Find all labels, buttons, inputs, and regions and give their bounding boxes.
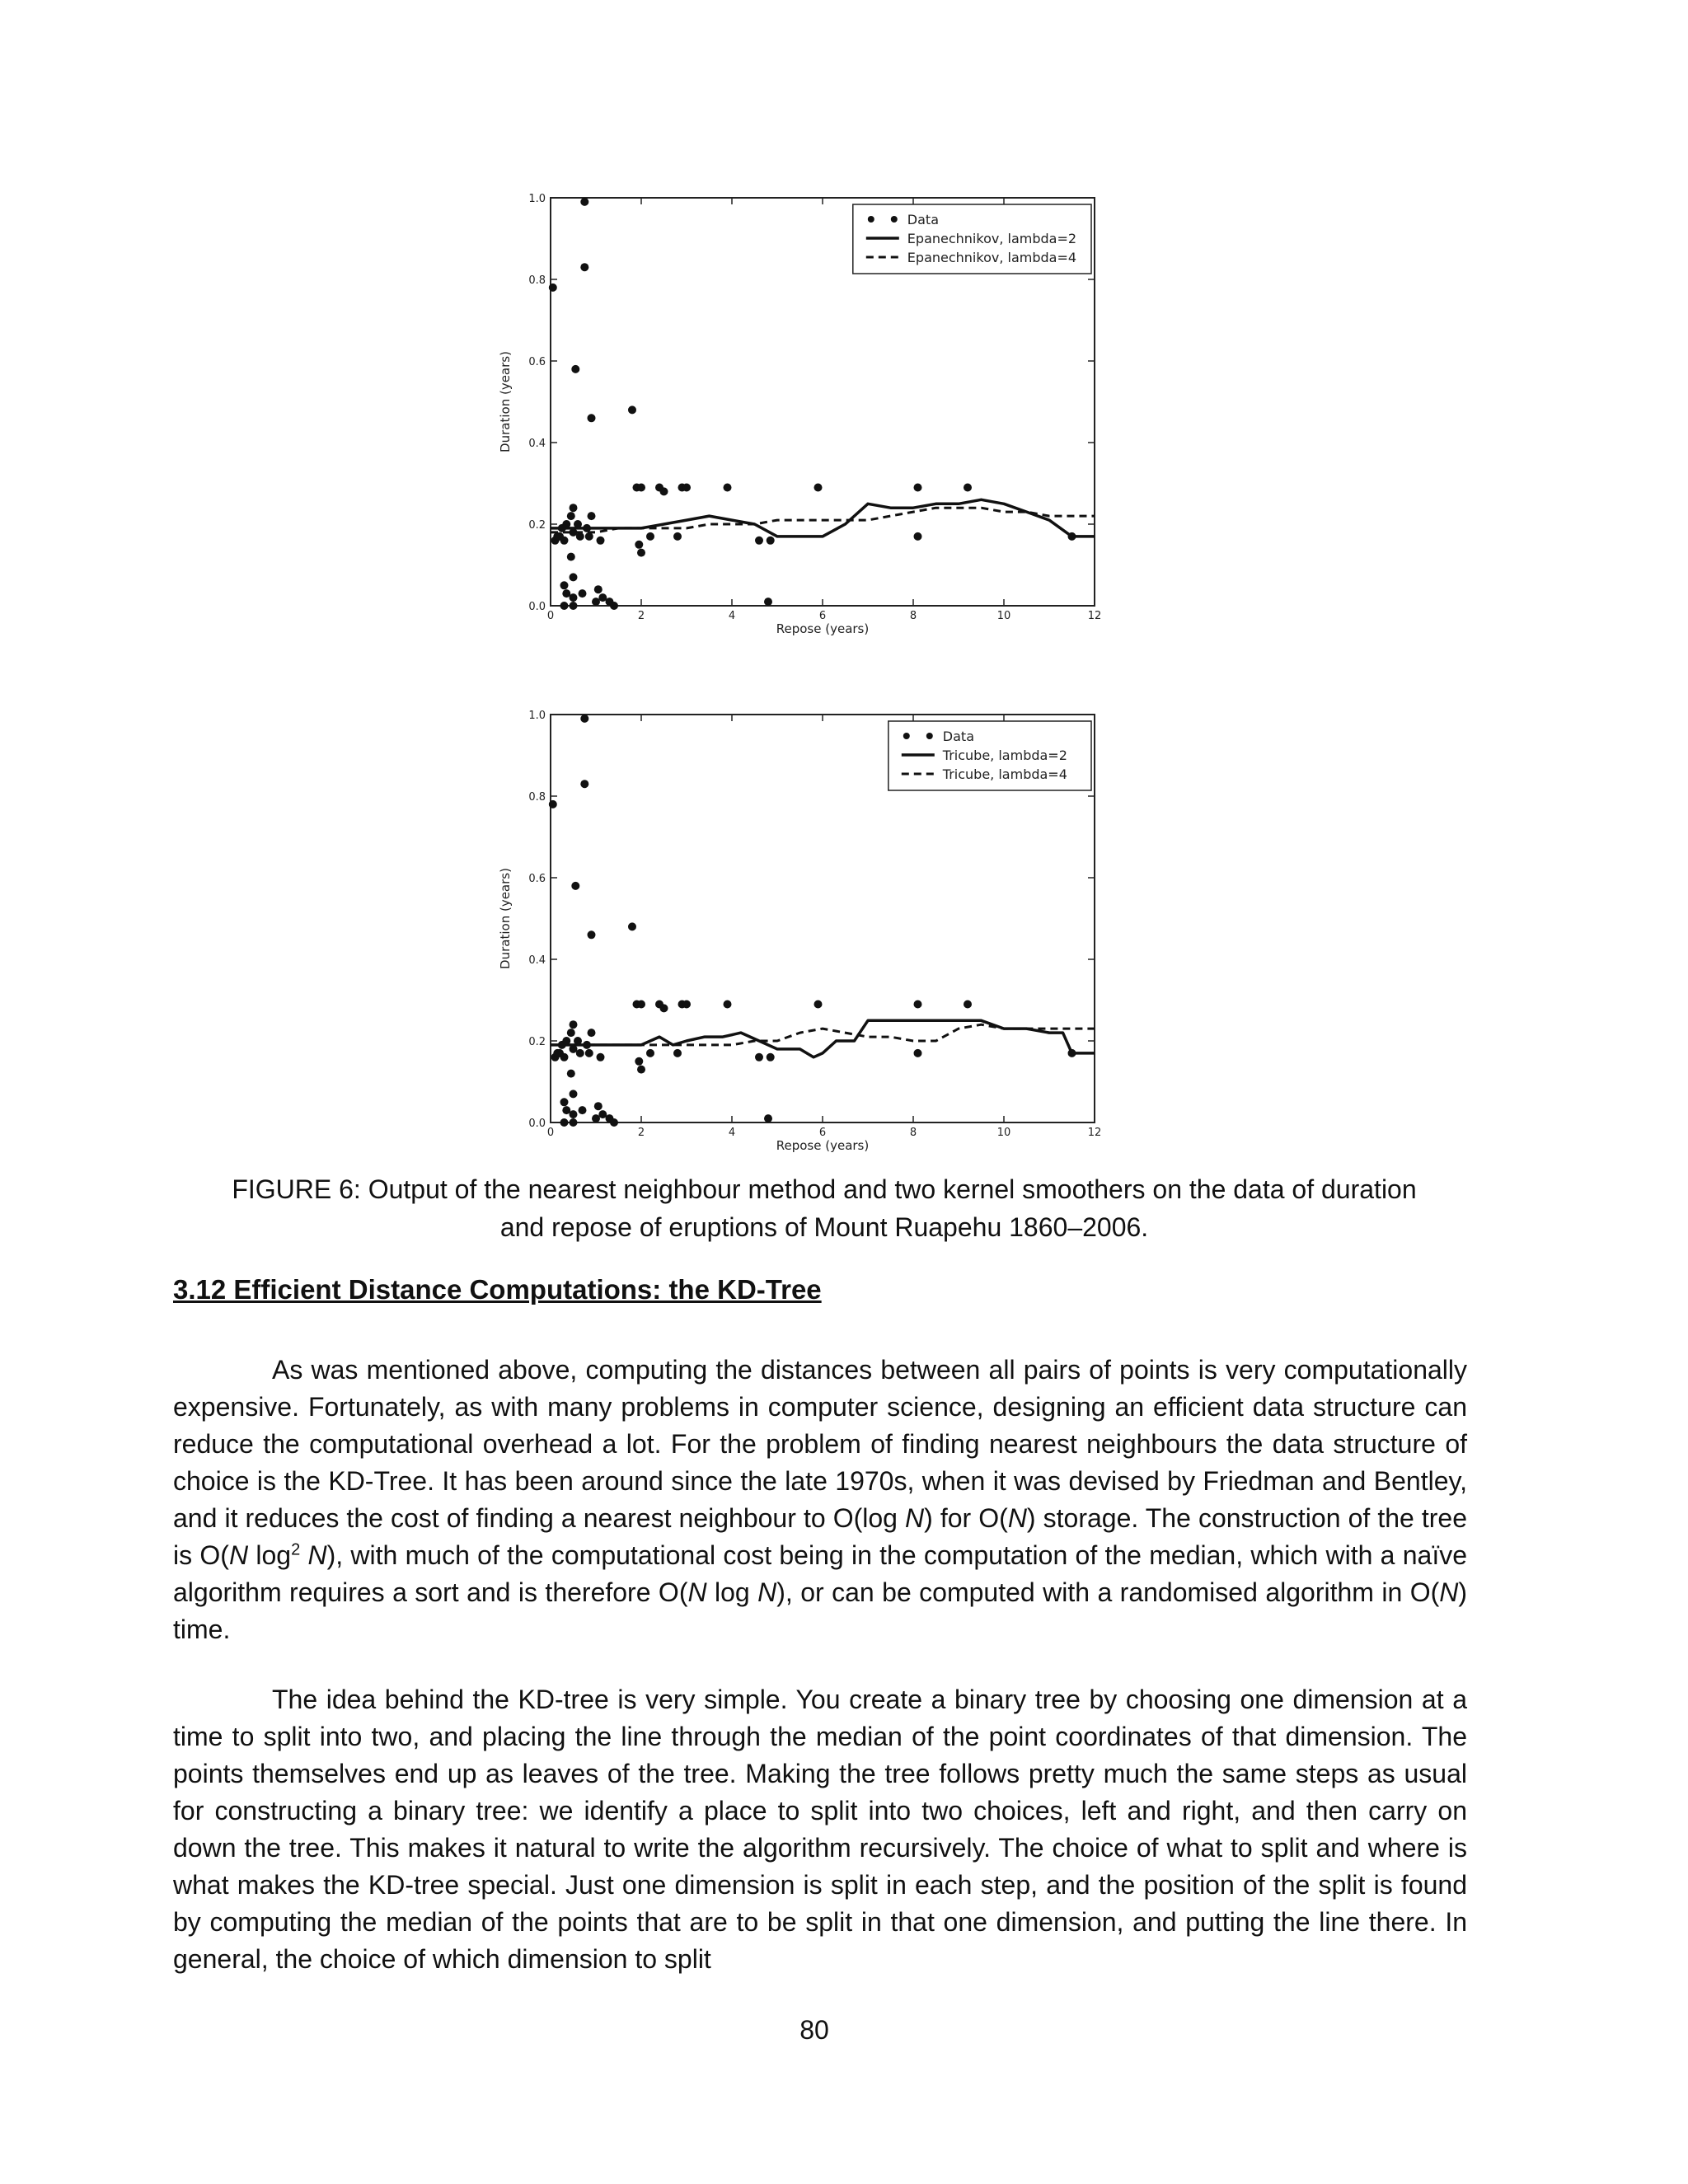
- data-point: [570, 1020, 578, 1029]
- data-point: [646, 532, 654, 541]
- series-line-solid: [551, 1020, 1095, 1057]
- x-tick-label: 6: [818, 610, 827, 622]
- data-point: [724, 1001, 732, 1009]
- data-point: [560, 602, 569, 610]
- data-point: [637, 484, 645, 492]
- y-axis-label: Duration (years): [498, 868, 513, 969]
- data-point: [628, 922, 636, 930]
- data-point: [1068, 532, 1076, 541]
- y-tick-label: 0.4: [528, 954, 546, 967]
- data-point: [964, 484, 972, 492]
- data-point: [660, 1004, 668, 1012]
- data-point: [579, 1106, 587, 1114]
- data-point: [594, 585, 603, 593]
- data-point: [588, 1029, 596, 1037]
- data-point: [755, 537, 763, 545]
- data-point: [592, 1114, 600, 1122]
- data-point: [567, 1029, 575, 1037]
- x-tick-label: 0: [546, 610, 555, 622]
- legend-marker-dot: [903, 733, 910, 739]
- caption-line-1: FIGURE 6: Output of the nearest neighbour method and two kernel smoothers on the data of duration: [232, 1174, 1417, 1204]
- italic-n: N: [905, 1503, 925, 1533]
- data-point: [588, 414, 596, 422]
- x-tick-label: 10: [996, 610, 1011, 622]
- legend-label: Tricube, lambda=2: [942, 748, 1067, 763]
- legend: [889, 721, 1091, 790]
- legend-marker-dot: [926, 733, 933, 739]
- data-point: [570, 1045, 578, 1053]
- data-point: [755, 1053, 763, 1062]
- epanechnikov-chart: [495, 185, 1137, 635]
- data-point: [570, 1118, 578, 1127]
- data-point: [585, 532, 593, 541]
- data-point: [549, 800, 557, 808]
- data-point: [597, 1053, 605, 1062]
- legend-label: Data: [942, 729, 975, 744]
- legend-label: Tricube, lambda=4: [942, 766, 1067, 782]
- x-axis-label: Repose (years): [776, 1138, 870, 1153]
- legend-label: Data: [907, 212, 940, 227]
- data-point: [682, 484, 691, 492]
- data-point: [576, 1049, 584, 1057]
- tricube-chart: [495, 702, 1137, 1151]
- text-run: ), with much of the computational cost being in the computation of the median, which with a naïve algorithm requires a sort and is therefore O(: [173, 1540, 1468, 1607]
- text-run: As was mentioned above, computing the distances between all pairs of points is very computationally expensive. Fortunately, as with many problems in computer science, designing an efficient data structure can reduce the computational overhead a lot. For the problem of finding nearest neighbours the data structure of choice is the KD-Tree. It has been around since the late 1970s, when it was devised by Friedman and Bentley, and it reduces the cost of finding a nearest neighbour to O(log: [173, 1355, 1467, 1533]
- data-point: [814, 484, 823, 492]
- paragraph-kd-tree-intro: [173, 1352, 1467, 1648]
- data-point: [549, 284, 557, 292]
- data-point: [580, 263, 588, 271]
- paragraph-kd-tree-idea: The idea behind the KD-tree is very simple. You create a binary tree by choosing one dimension at a time to split into two, and placing the line through the median of the point coordinates of that dimension. The points themselves end up as leaves of the tree. Making the tree follows pretty much the same steps as usual for constructing a binary tree: we identify a place to split into two choices, left and right, and then carry on down the tree. This makes it natural to write the algorithm recursively. The choice of what to split and where is what makes the KD-tree special. Just one dimension is split in each step, and the position of the split is found by computing the median of the points that are to be split in that one dimension, and putting the line there. In general, the choice of which dimension to split: [173, 1685, 1467, 1974]
- text-run: ), or can be computed with a randomised algorithm in O(: [776, 1577, 1440, 1607]
- data-point: [571, 365, 579, 373]
- y-tick-label: 0.8: [528, 791, 546, 804]
- data-point: [567, 1070, 575, 1078]
- data-point: [570, 593, 578, 602]
- data-point: [570, 1110, 578, 1118]
- y-tick-label: 0.4: [528, 438, 546, 450]
- data-point: [570, 573, 578, 581]
- italic-n: N: [757, 1577, 777, 1607]
- data-point: [637, 1066, 645, 1074]
- data-point: [646, 1049, 654, 1057]
- legend-label: Epanechnikov, lambda=4: [907, 250, 1077, 265]
- data-point: [576, 532, 584, 541]
- data-point: [560, 537, 569, 545]
- data-point: [673, 1049, 682, 1057]
- data-point: [580, 198, 588, 206]
- y-tick-label: 0.2: [528, 1036, 546, 1048]
- data-point: [767, 537, 775, 545]
- data-point: [571, 882, 579, 890]
- data-point: [814, 1001, 823, 1009]
- x-tick-label: 10: [996, 1127, 1011, 1139]
- data-point: [610, 602, 618, 610]
- data-point: [562, 520, 570, 528]
- data-point: [574, 520, 582, 528]
- italic-n: N: [307, 1540, 327, 1570]
- data-point: [570, 504, 578, 512]
- caption-line-2: and repose of eruptions of Mount Ruapehu 1860–2006.: [499, 1212, 1149, 1242]
- x-tick-label: 2: [637, 610, 645, 622]
- y-tick-label: 0.0: [528, 1118, 546, 1130]
- y-tick-label: 0.0: [528, 601, 546, 613]
- data-point: [635, 1057, 643, 1066]
- data-point: [588, 512, 596, 520]
- data-point: [560, 1098, 569, 1106]
- legend-marker-dot: [868, 216, 874, 223]
- italic-n: N: [1007, 1503, 1027, 1533]
- page-number: 80: [799, 2015, 829, 2045]
- italic-n: N: [1439, 1577, 1459, 1607]
- data-point: [673, 532, 682, 541]
- data-point: [914, 1049, 922, 1057]
- data-point: [562, 1037, 570, 1045]
- text-run: log: [706, 1577, 758, 1607]
- x-tick-label: 8: [909, 610, 917, 622]
- data-point: [637, 549, 645, 557]
- figure-caption: [169, 1170, 1479, 1246]
- text-run: log: [248, 1540, 292, 1570]
- data-point: [635, 541, 643, 549]
- data-point: [597, 537, 605, 545]
- data-point: [567, 553, 575, 561]
- data-point: [610, 1118, 618, 1127]
- data-point: [637, 1001, 645, 1009]
- data-point: [570, 1090, 578, 1098]
- x-tick-label: 4: [728, 1127, 736, 1139]
- legend-marker-dot: [891, 216, 898, 223]
- x-axis-label: Repose (years): [776, 621, 870, 636]
- y-tick-label: 0.6: [528, 873, 546, 885]
- tricube-chart-svg: [495, 702, 1137, 1151]
- data-point: [570, 602, 578, 610]
- data-point: [580, 715, 588, 723]
- text-run: ) storage. The construction of the tree is O(: [173, 1503, 1468, 1570]
- data-point: [570, 528, 578, 537]
- data-point: [914, 532, 922, 541]
- data-point: [579, 589, 587, 598]
- x-tick-label: 8: [909, 1127, 917, 1139]
- epanechnikov-chart-svg: [495, 185, 1137, 635]
- data-point: [914, 1001, 922, 1009]
- data-point: [560, 1118, 569, 1127]
- x-tick-label: 6: [818, 1127, 827, 1139]
- x-tick-label: 12: [1087, 1127, 1102, 1139]
- series-line-solid: [551, 499, 1095, 537]
- x-tick-label: 2: [637, 1127, 645, 1139]
- italic-n: N: [687, 1577, 707, 1607]
- data-point: [592, 598, 600, 606]
- data-point: [682, 1001, 691, 1009]
- data-point: [660, 487, 668, 495]
- y-tick-label: 1.0: [528, 193, 546, 205]
- italic-n: N: [228, 1540, 249, 1570]
- data-point: [594, 1102, 603, 1110]
- y-axis-label: Duration (years): [498, 351, 513, 452]
- data-point: [560, 1053, 569, 1062]
- x-tick-label: 0: [546, 1127, 555, 1139]
- data-point: [764, 598, 772, 606]
- y-tick-label: 0.6: [528, 356, 546, 368]
- data-point: [914, 484, 922, 492]
- section-heading: 3.12 Efficient Distance Computations: the KD-Tree: [173, 1274, 822, 1305]
- data-point: [764, 1114, 772, 1122]
- y-tick-label: 1.0: [528, 710, 546, 722]
- x-tick-label: 12: [1087, 610, 1102, 622]
- data-point: [583, 524, 591, 532]
- data-point: [560, 581, 569, 589]
- data-point: [583, 1041, 591, 1049]
- legend: [853, 204, 1091, 274]
- x-tick-label: 4: [728, 610, 736, 622]
- data-point: [567, 512, 575, 520]
- text-run: ) time.: [173, 1577, 1468, 1644]
- data-point: [574, 1037, 582, 1045]
- y-tick-label: 0.8: [528, 274, 546, 287]
- data-point: [588, 930, 596, 939]
- legend-label: Epanechnikov, lambda=2: [907, 231, 1077, 246]
- data-point: [628, 405, 636, 414]
- data-point: [964, 1001, 972, 1009]
- data-point: [580, 780, 588, 788]
- text-run: ) for O(: [924, 1503, 1008, 1533]
- data-point: [767, 1053, 775, 1062]
- superscript: 2: [291, 1540, 301, 1559]
- data-point: [724, 484, 732, 492]
- y-tick-label: 0.2: [528, 519, 546, 532]
- data-point: [585, 1049, 593, 1057]
- data-point: [1068, 1049, 1076, 1057]
